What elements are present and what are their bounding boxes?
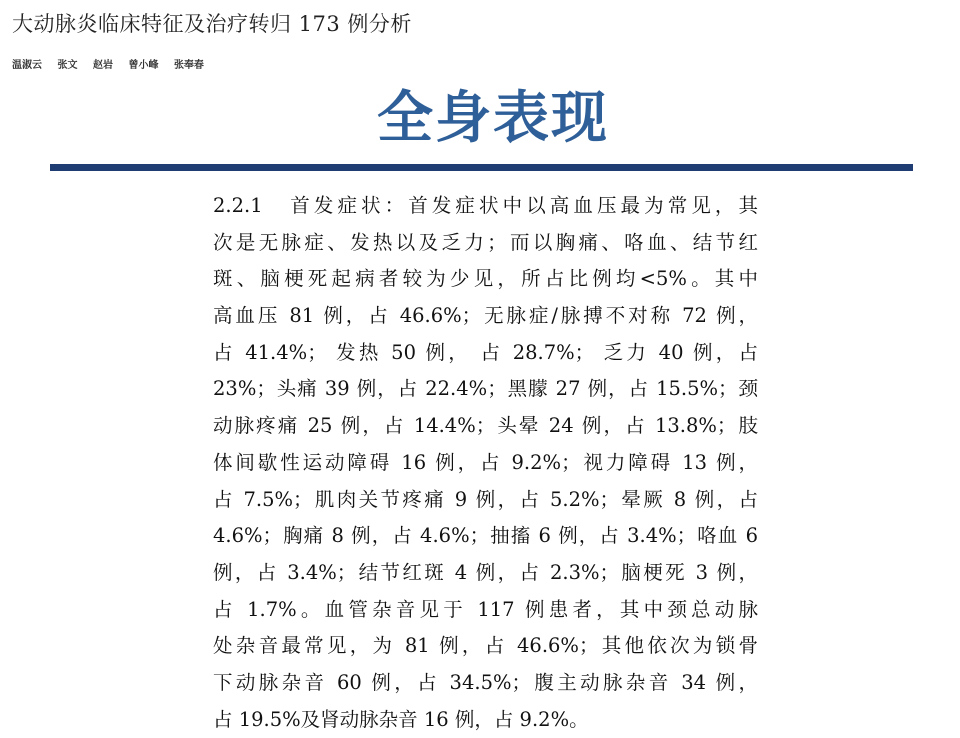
author-list [12, 56, 216, 71]
excerpt-line: 例，占 3.4%；结节红斑 4 例，占 2.3%；脑梗死 3 例， [213, 560, 758, 584]
excerpt-line: 23%；头痛 39 例，占 22.4%；黑朦 27 例，占 15.5%；颈 [213, 377, 758, 401]
author-name: 张奉春 [173, 60, 204, 71]
excerpt-line: 4.6%；胸痛 8 例，占 4.6%；抽搐 6 例，占 3.4%；咯血 6 [213, 524, 758, 548]
excerpt-line: 动脉疼痛 25 例，占 14.4%；头晕 24 例，占 13.8%；肢 [213, 414, 758, 438]
excerpt-line: 2.2.1 首发症状：首发症状中以高血压最为常见，其 [213, 194, 758, 217]
excerpt-line: 下动脉杂音 60 例，占 34.5%；腹主动脉杂音 34 例， [213, 670, 758, 694]
excerpt-line: 高血压 81 例，占 46.6%；无脉症/脉搏不对称 72 例， [213, 304, 758, 328]
excerpt-line: 占 7.5%；肌肉关节疼痛 9 例，占 5.2%；晕厥 8 例，占 [213, 487, 758, 511]
paper-title: 大动脉炎临床特征及治疗转归 173 例分析 [12, 12, 412, 36]
author-name: 温淑云 [12, 60, 42, 71]
excerpt-line: 占 41.4%； 发热 50 例， 占 28.7%； 乏力 40 例，占 [213, 340, 758, 364]
text-excerpt [213, 188, 758, 738]
title-divider [50, 164, 913, 171]
excerpt-line: 斑、脑梗死起病者较为少见，所占比例均<5%。其中 [213, 267, 758, 291]
excerpt-line: 体间歇性运动障碍 16 例，占 9.2%；视力障碍 13 例， [213, 450, 758, 474]
excerpt-line: 占 19.5%及肾动脉杂音 16 例，占 9.2%。 [213, 707, 589, 731]
author-name: 张文 [57, 60, 78, 71]
excerpt-line: 占 1.7%。血管杂音见于 117 例患者，其中颈总动脉 [213, 597, 758, 621]
slide-title: 全身表现 [377, 86, 609, 151]
excerpt-line: 次是无脉症、发热以及乏力；而以胸痛、咯血、结节红 [213, 230, 758, 254]
excerpt-line: 处杂音最常见，为 81 例，占 46.6%；其他依次为锁骨 [213, 634, 758, 658]
author-name: 赵岩 [92, 60, 113, 71]
author-name: 曾小峰 [128, 60, 159, 71]
